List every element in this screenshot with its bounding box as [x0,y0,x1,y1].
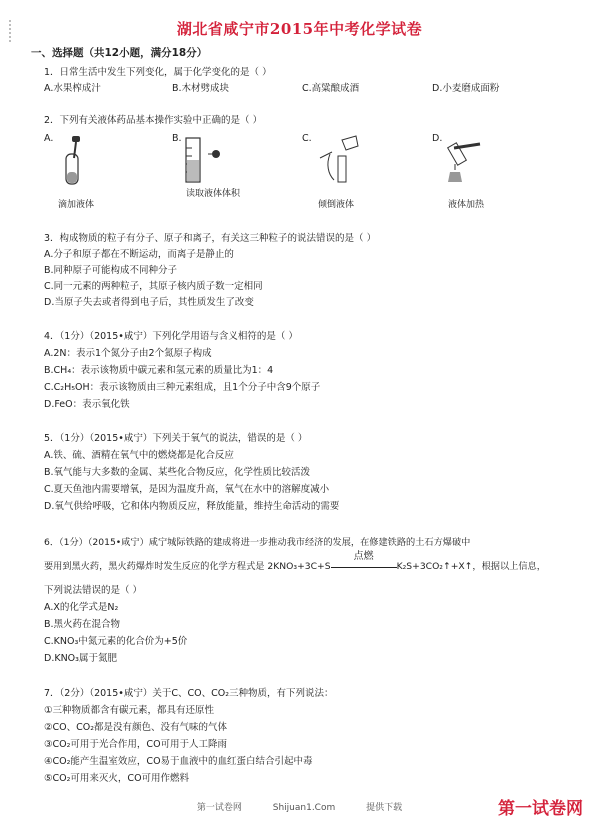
q2-label-c: C. [302,133,312,144]
graduated-cylinder-image [178,134,228,186]
q5-option-d: D.氧气供给呼吸，它和体内物质反应，释放能量，维持生命活动的需要 [44,501,340,512]
question-6-line-3: 下列说法错误的是（ ） [44,585,143,596]
q3-option-a: A.分子和原子都在不断运动，而离子是静止的 [44,249,234,260]
heating-liquid-image [440,134,490,186]
reaction-arrow [331,550,397,572]
q2-label-b: B. [172,133,182,144]
question-2-stem: 2．下列有关液体药品基本操作实验中正确的是（ ） [44,115,263,126]
q2-label-d: D. [432,133,443,144]
q7-statement-5: ⑤CO₂可用来灭火，CO可用作燃料 [44,773,190,784]
footer-note: 提供下载 [366,803,403,813]
q4-option-a: A.2N：表示1个氮分子由2个氮原子构成 [44,348,212,359]
q7-statement-4: ④CO₂能产生温室效应，CO易于血液中的血红蛋白结合引起中毒 [44,756,313,767]
q6-option-c: C.KNO₃中氮元素的化合价为+5价 [44,636,188,647]
q2-caption-b: 读取液体体积 [186,189,241,199]
q7-statement-2: ②CO、CO₂都是没有颜色、没有气味的气体 [44,722,228,733]
q6-option-b: B.黑火药在混合物 [44,619,121,630]
q7-statement-3: ③CO₂可用于光合作用，CO可用于人工降雨 [44,739,228,750]
footer-site-name: 第一试卷网 [196,803,242,813]
q6-option-d: D.KNO₃属于氮肥 [44,653,117,664]
section-heading: 一、选择题（共12小题，满分18分） [31,47,208,59]
q6-equation-left: 要用到黑火药，黑火药爆炸时发生反应的化学方程式是 2KNO₃+3C+S [44,561,331,572]
q3-option-b: B.同种原子可能构成不同种分子 [44,265,178,276]
q5-option-a: A.铁、硫、酒精在氧气中的燃烧都是化合反应 [44,450,234,461]
q4-option-b: B.CH₄：表示该物质中碳元素和氢元素的质量比为1：4 [44,365,274,376]
q6-option-a: A.X的化学式是N₂ [44,602,119,613]
brand-logo: 第一试卷网 [498,799,583,819]
q6-equation-right: K₂S+3CO₂↑+X↑，根据以上信息， [396,561,546,572]
q2-caption-a: 滴加液体 [58,200,95,210]
q2-caption-c: 倾倒液体 [318,200,355,210]
question-3-stem: 3．构成物质的粒子有分子、原子和离子，有关这三种粒子的说法错误的是（ ） [44,233,377,244]
q7-statement-1: ①三种物质都含有碳元素，都具有还原性 [44,705,215,716]
q2-caption-d: 液体加热 [448,200,485,210]
q3-option-c: C.同一元素的两种粒子，其原子核内质子数一定相同 [44,281,263,292]
q2-label-a: A. [44,133,54,144]
footer-domain: Shijuan1.Com [272,803,336,813]
exam-title: 湖北省咸宁市2015年中考化学试卷 [176,20,423,38]
question-6-line-1: 6．（1分）（2015•咸宁）咸宁城际铁路的建成将进一步推动我市经济的发展，在修建铁路的土石方爆破中 [44,537,471,548]
q4-option-c: C.C₂H₅OH：表示该物质由三种元素组成，且1个分子中含9个原子 [44,382,321,393]
dropper-test-tube-image [52,134,102,186]
q5-option-b: B.氧气能与大多数的金属、某些化合物反应，化学性质比较活泼 [44,467,311,478]
question-4-stem: 4．（1分）（2015•咸宁）下列化学用语与含义相符的是（ ） [44,331,298,342]
q1-option-b: B.木材劈成块 [172,83,230,94]
q3-option-d: D.当原子失去或者得到电子后，其性质发生了改变 [44,297,254,308]
q5-option-c: C.夏天鱼池内需要增氧，是因为温度升高，氧气在水中的溶解度减小 [44,484,330,495]
question-7-stem: 7．（2分）（2015•咸宁）关于C、CO、CO₂三种物质，有下列说法： [44,688,334,699]
q1-option-c: C.高粱酿成酒 [302,83,360,94]
q1-option-d: D.小麦磨成面粉 [432,83,500,94]
reaction-condition: 点燃 [353,550,374,562]
question-1-stem: 1．日常生活中发生下列变化，属于化学变化的是（ ） [44,67,272,78]
q1-option-a: A.水果榨成汁 [44,83,101,94]
question-5-stem: 5．（1分）（2015•咸宁）下列关于氧气的说法，错误的是（ ） [44,433,308,444]
question-6-line-2 [44,550,546,573]
q4-option-d: D.FeO：表示氧化铁 [44,399,130,410]
pouring-liquid-image [312,134,362,186]
